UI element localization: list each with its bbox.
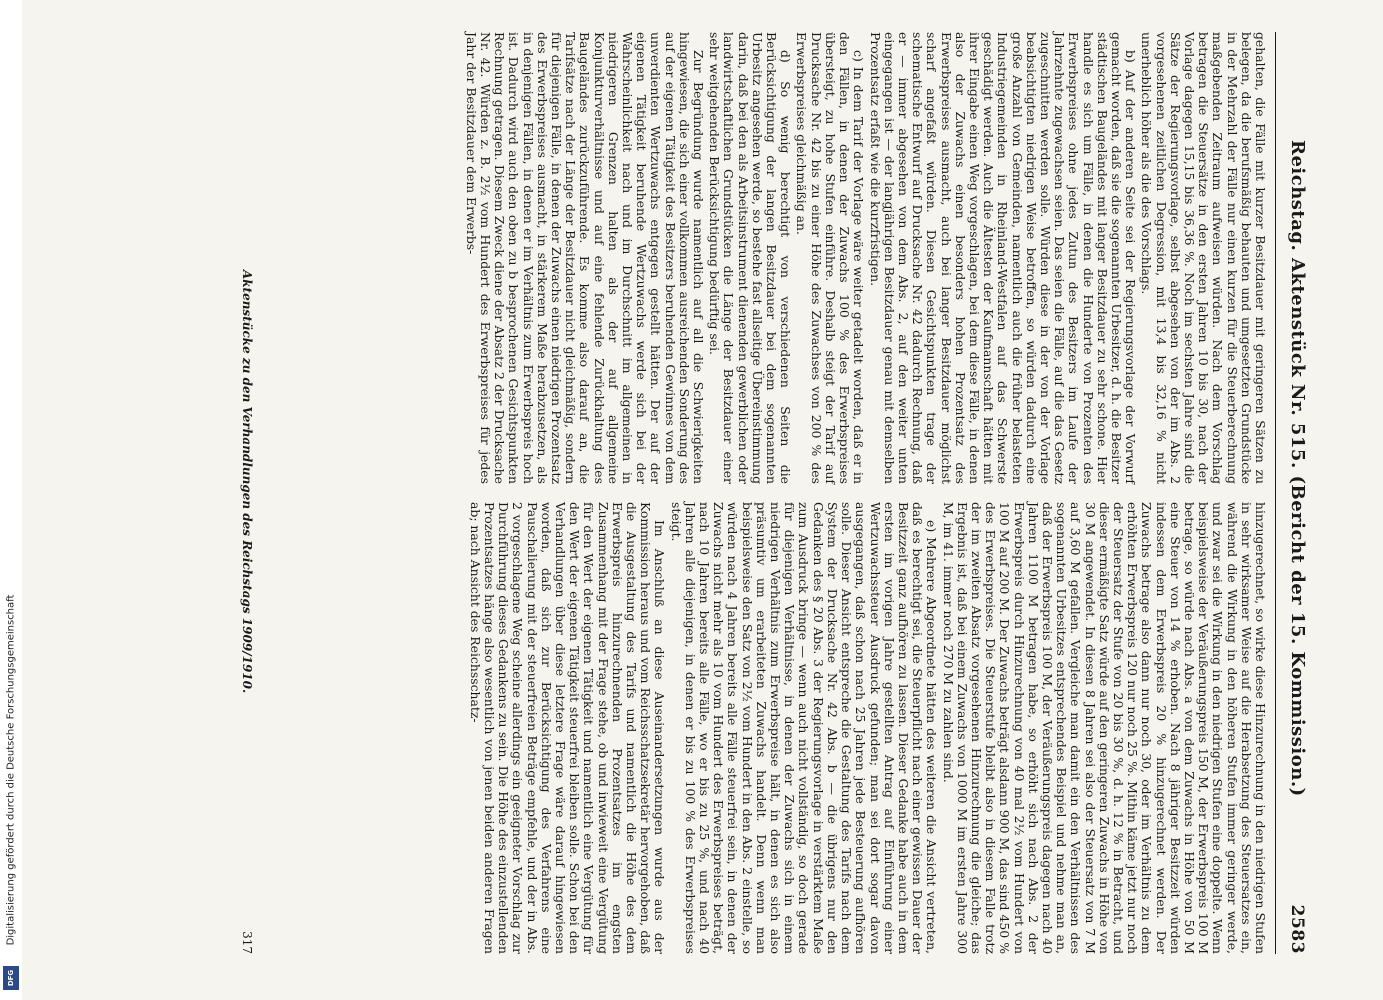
page-footer [240,32,254,954]
paragraph: b) Auf der anderen Seite sei der Regierungsvorlage der Vorwurf gemacht worden, daß sie die sogenannten Urbesitzer, d. h. die Besitzer städtischen Baugeländes mit langer Besitzdauer zu sehr schone. Hier handle es sich um Fälle, in denen die Hunderte von Prozenten des Erwerbspreises ohne jedes Zutun des Besitzers im Laufe der Jahrzehnte zugewachsen seien. Das seien die Fälle, auf die das Gesetz zugeschnitten werden solle. Würden diese in der von der Vorlage beabsichtigten niedrigen Weise betroffen, so würden dadurch eine große Anzahl von Gemeinden, namentlich auch die früher belasteten Industriegemeinden in Rheinland-Westfalen auf das Schwerste geschädigt werden. Auch die Ältesten der Kaufmannschaft hätten mit ihrer Eingabe einen Weg vorgeschlagen, bei dem diese Fälle, in denen also der Zuwachs einen besonders hohen Prozentsatz des Erwerbspreises ausmacht, auch bei langer Besitzdauer möglichst scharf angefaßt würden. Diesen Gesichtspunkten trage der schematische Entwurf auf Drucksache Nr. 42 dadurch Rechnung, daß er — immer abgesehen von dem Abs. 2, auf den weiter unten eingegangen ist — der langjährigen Besitzdauer genau mit demselben Prozentsatz erfaßt wie die kurzfristigen. [867,32,1139,484]
paragraph: e) Mehrere Abgeordnete hätten des weiteren die Ansicht vertreten, daß es berechtigt sei, die Steuerpflicht nach einer gewissen Dauer der Besitzzeit ganz aufhören zu lassen. Dieser Gedanke habe auch in dem ersten im vorigen Jahre gestellten Antrag auf Einführung einer Wertzuwachssteuer Ausdruck gefunden; man sei dort sogar davon ausgegangen, daß schon nach 25 Jahren jede Besteuerung aufhören solle. Dieser Ansicht entspreche die Gestaltung des Tarifs nach dem System der Drucksache Nr. 42 Abs. b — die übrigens nur den Gedanken des § 20 Abs. 3 der Regierungsvorlage in verstärktem Maße zum Ausdruck bringe — wenn auch nicht vollständig, so doch gerade für diejenigen Verhältnisse, in denen der Zuwachs sich in einem niedrigen Verhältnis zum Erwerbspreise hält, in denen es sich also präsumtiv um erarbeiteten Zuwachs handelt. Denn wenn man beispielsweise den Satz von 2½ vom Hundert in den Abs. 2 einstelle, so würden nach 4 Jahren bereits alle Fälle steuerfrei sein, in denen der Zuwachs nicht mehr als 10 vom Hundert des Erwerbspreises beträgt, nach 10 Jahren bereits alle Fälle, wo er bis zu 25 %, und nach 40 Jahren alle diejenigen, in denen er bis zu 100 % des Erwerbspreises steigt. [668,502,940,954]
paragraph: gehalten, die Fälle mit kurzer Besitzdauer mit geringeren Sätzen zu belegen, da die berufsmäßig behauten und umgesetzten Grundstücke in der Mehrzahl der Fälle nur einen kurzen für die Steuerberechnung maßgebenden Zeitraum aufweisen würden. Nach dem Vorschlag betragen die Steuersätze in den ersten Jahren 10 bis 30, nach der Vorlage dagegen 15,15 bis 36,36 %. Noch im sechsten Jahre sind die Sätze der Regierungsvorlage, selbst abgesehen von der im Abs. 2 vorgesehenen zeitlichen Degression, mit 13,4 bis 32,16 % nicht unerheblich höher als die des Vorschlags. [1139,32,1268,484]
footer-title: Aktenstücke zu den Verhandlungen des Reichstags 1909/1910. [240,269,254,694]
right-column [462,502,1267,954]
document-page [120,18,1310,968]
paragraph: d) So wenig berechtigt von verschiedenen Seiten die Berücksichtigung der langen Besitzdauer bei dem sogenannten Urbesitz angesehen werde, so bestehe fast allseitige Übereinstimmung darin, daß bei den als Arbeitsinstrument dienenden gewerblichen oder landwirtschaftlichen Grundstücken die Länge der Besitzdauer einer sehr weitgehenden Berücksichtigung bedürftig sei. [707,32,794,484]
dfg-logo [3,966,19,990]
page-header [1275,32,1310,954]
text-columns [462,32,1267,954]
paragraph: Im Anschluß an diese Auseinandersetzungen wurde aus der Kommission heraus und vom Reichsschatzsekretär hervorgehoben, daß die Ausgestaltung des Tarifs und namentlich die Höhe des dem Erwerbspreis hinzurechnenden Prozentsatzes im engsten Zusammenhang mit der Frage stehe, ob und inwieweit eine Vergütung für den Wert der eigenen Tätigkeit und namentlich eine Vergütung für den Wert der eigenen Tätigkeit steuerfrei bleiben solle. Schon bei den Verhandlungen über diese letztere Frage wäre darauf hingewiesen worden, daß sich zur Berücksichtigung des Verfahrens eine Pauschalierung mit der steuerfreien Beträge empfehle, und der in Abs. 2 vorgeschlagene Weg scheine allerdings ein geeigneter Vorschlag zur Durchführung dieses Gedankens zu sein. Die Höhe des einzustellenden Prozentsatzes hänge also wesentlich von jenen beiden anderen Fragen ab; nach Ansicht des Reichsschatz- [467,502,668,954]
left-column [462,32,1267,484]
paragraph: hinzugerechnet, so wirke diese Hinzurechnung in den niedrigen Stufen in sehr wirksamer Weise auf die Herabsetzung des Steuersatzes ein, während die Wirkung in den höheren Stufen immer geringer werde, und zwar sei die Wirkung in den niedrigen Stufen eine doppelte. Wenn beispielsweise der Veräußerungspreis 150 M, der Erwerbspreis 100 M betrage, so würde nach Abs. a von dem Zuwachs in Höhe von 50 M eine Steuer von 14 % erhoben. Nach 8 jähriger Besitzzeit würden indessen dem Erwerbspreis 20 % hinzugerechnet werden. Der Zuwachs betrage also dann nur noch 30, oder im Verhältnis zu dem erhöhten Erwerbspreis 120 nur noch 25 %. Mithin käme jetzt nur noch der Steuersatz der Stufe von 20 bis 30 %, d. h. 12 % in Betracht, und dieser ermäßigte Satz würde auf den geringeren Zuwachs in Höhe von 30 M angewendet. In diesen 8 Jahren sei also der Steuersatz von 7 M auf 3,60 M gefallen. Vergleiche man damit ein den Verhältnissen des sogenannten Urbesitzes entsprechendes Beispiel und nehme man an, daß der Erwerbspreis 100 M, der Veräußerungspreis dagegen nach 40 Jahren 1100 M betragen habe, so erhöht sich nach Abs. 2 der Erwerbspreis durch Hinzurechnung von 40 mal 2½ vom Hundert von 100 M auf 200 M. Der Zuwachs beträgt alsdann 900 M, das sind 450 % des Erwerbspreises. Die Steuerstufe bleibt also in diesem Falle trotz der im zweiten Absatz vorgesehenen Hinzurechnung die gleiche; das Ergebnis ist, daß bei einem Zuwachs von 1000 M im ersten Jahre 300 M, im 41. immer noch 270 M zu zahlen sind. [940,502,1268,954]
paragraph: Zur Begründung wurde namentlich auf all die Schwierigkeiten hingewiesen, die sich einer vollkommen ausreichenden Sonderung des auf der eigenen Tätigkeit des Besitzers beruhenden Gewinnes von dem unverdienten Wertzuwachs entgegen gestellt hätten. Der auf der eigenen Tätigkeit beruhende Wertzuwachs werde sich bei der Wahrscheinlichkeit nach und im Durchschnitt im allgemeinen in niedrigeren Grenzen halten als der auf allgemeine Konjunkturverhältnisse und auf eine fehlende Zurückhaltung des Baugeländes zurückzuführende. Es komme also darauf an, die Tarifsätze nach der Länge der Besitzdauer nicht gleichmäßig, sondern für diejenigen Fälle, in denen der Zuwachs einen niedrigen Prozentsatz des Erwerbspreises ausmacht, in stärkerem Maße herabzusetzen, als in denjenigen Fällen, in denen er im Verhältnis zum Erwerbspreis hoch ist. Dadurch wird auch den oben zu b besprochenen Gesichtspunkten Rechnung getragen. Diesem Zweck diene der Absatz 2 der Drucksache Nr. 42. Würden z. B. 2½ vom Hundert des Erwerbspreises für jedes Jahr der Besitzdauer dem Erwerbs- [463,32,707,484]
paragraph: c) In dem Tarif der Vorlage wäre weiter getadelt worden, daß er in den Fällen, in denen der Zuwachs 100 % des Erwerbspreises übersteigt, zu hohe Stufen einführe. Deshalb steigt der Tarif auf Drucksache Nr. 42 bis zu einer Höhe des Zuwachses von 200 % des Erwerbspreises gleichmäßig an. [794,32,867,484]
sheet-number: 317 [240,931,254,954]
digitization-credit-text: Digitalisierung gefördert durch die Deutsche Forschungsgemeinschaft [5,594,17,946]
page-title: Reichstag. Aktenstück Nr. 515. (Bericht der 15. Kommission.) [1287,140,1308,797]
digitization-credit-strip [0,0,22,1000]
scanned-page-area [60,18,1370,968]
page-number: 2583 [1287,904,1307,954]
dfg-logo-text: DFG [7,969,15,987]
